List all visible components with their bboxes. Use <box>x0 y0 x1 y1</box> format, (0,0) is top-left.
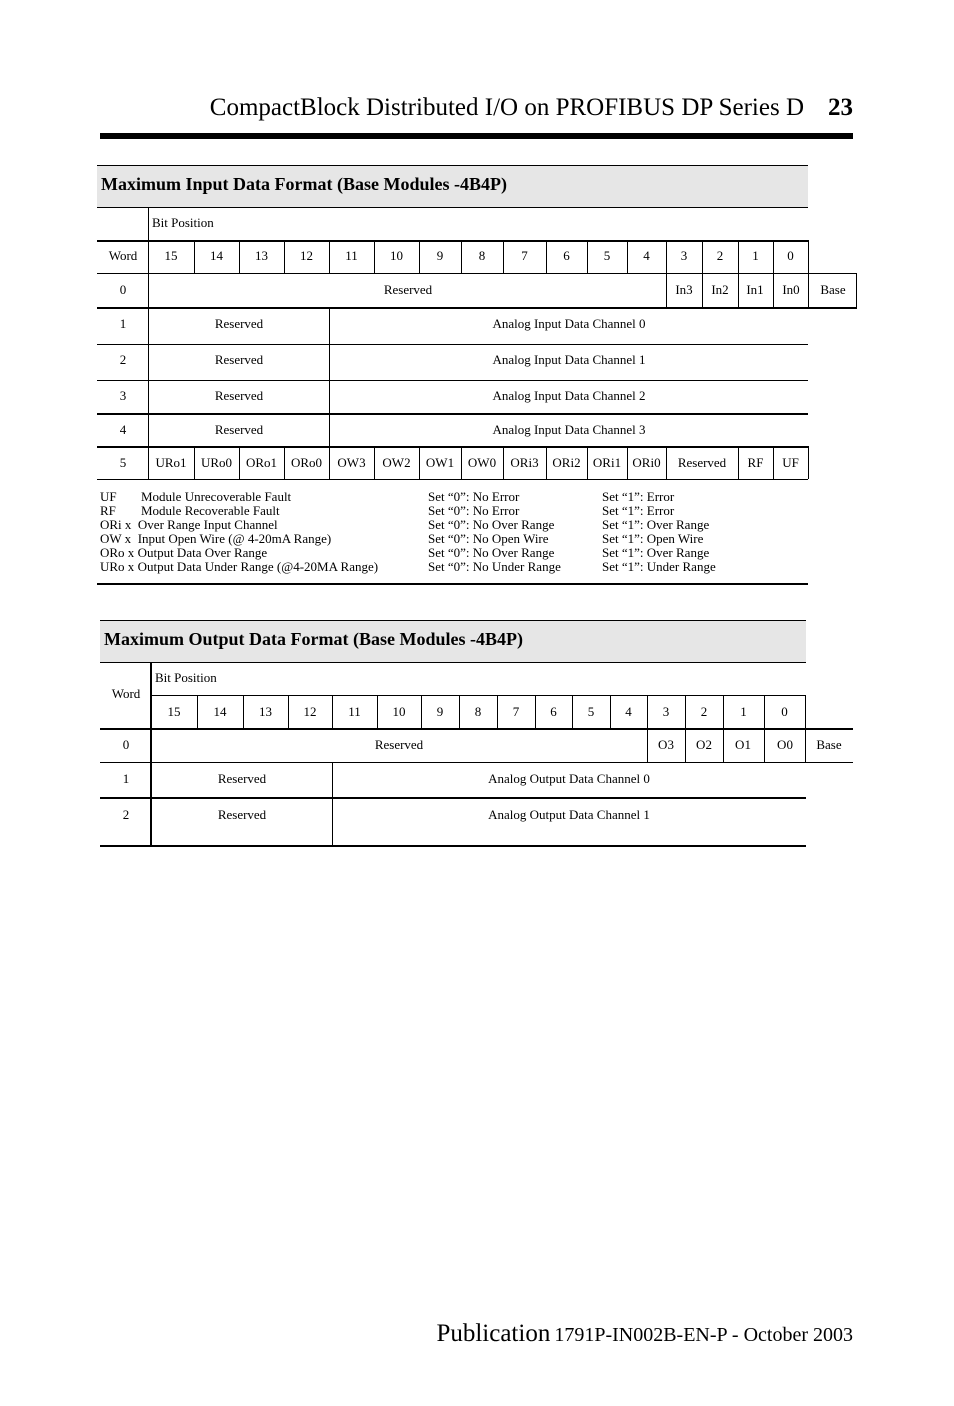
bit-header-cell: 10 <box>392 704 406 719</box>
legend-set0: Set “0”: No Under Range <box>428 559 561 574</box>
legend-desc: Output Data Under Range (@4-20MA Range) <box>137 559 379 574</box>
legend-desc: Over Range Input Channel <box>137 517 278 532</box>
status-bit-cell: RF <box>747 455 764 470</box>
bit-header-cell: 13 <box>255 248 268 263</box>
in2-cell: In2 <box>711 282 729 297</box>
bit-header-cell: 2 <box>716 248 724 263</box>
word-cell: 0 <box>119 282 127 297</box>
output-table-title-bar <box>100 620 806 663</box>
bit-position-label: Bit Position <box>152 215 214 230</box>
bit-header-cell: 7 <box>521 248 528 263</box>
bit-header-cell: 0 <box>787 248 794 263</box>
word-header: Word <box>111 686 141 701</box>
status-bit-cell: ORo0 <box>290 455 323 470</box>
reserved-cell: Reserved <box>214 352 264 367</box>
status-bit-cell: OW3 <box>337 455 366 470</box>
reserved-cell: Reserved <box>214 316 264 331</box>
channel-data-cell: Analog Input Data Channel 2 <box>492 388 646 403</box>
reserved-cell: Reserved <box>217 771 267 786</box>
legend-set0: Set “0”: No Over Range <box>428 545 555 560</box>
status-bit-cell: OW2 <box>382 455 411 470</box>
o2-cell: O2 <box>696 737 712 752</box>
bit-header-cell: 1 <box>752 248 759 263</box>
header-rule <box>100 133 853 139</box>
legend-desc: Module Unrecoverable Fault <box>141 489 292 504</box>
word-header: Word <box>108 248 138 263</box>
o3-cell: O3 <box>658 737 674 752</box>
legend-set1: Set “1”: Error <box>602 489 675 504</box>
in0-cell: In0 <box>782 282 800 297</box>
reserved-cell: Reserved <box>214 422 264 437</box>
output-table-title: Maximum Output Data Format (Base Modules -4B4P) <box>104 629 523 649</box>
status-bit-cell: Reserved <box>677 455 727 470</box>
status-bit-cell: ORi0 <box>632 455 661 470</box>
base-cell: Base <box>820 282 846 297</box>
status-bit-cell: OW1 <box>425 455 455 470</box>
status-bit-cell: ORi3 <box>510 455 539 470</box>
status-bit-cell: ORi1 <box>592 455 622 470</box>
legend-set0: Set “0”: No Open Wire <box>428 531 549 546</box>
bit-header-cell: 8 <box>478 248 486 263</box>
legend-set1: Set “1”: Open Wire <box>602 531 704 546</box>
status-bit-cell: URo0 <box>200 455 233 470</box>
legend-abbr: UF <box>100 489 117 504</box>
legend-set1: Set “1”: Error <box>602 503 675 518</box>
bit-header-cell: 4 <box>625 704 632 719</box>
bit-header-cell: 12 <box>303 704 317 719</box>
bit-header-cell: 5 <box>603 248 611 263</box>
legend-set1: Set “1”: Over Range <box>602 545 710 560</box>
bit-header-cell: 1 <box>740 704 747 719</box>
word-cell: 0 <box>122 737 130 752</box>
word-cell: 1 <box>122 771 130 786</box>
bit-header-cell: 14 <box>210 248 223 263</box>
legend-set0: Set “0”: No Error <box>428 489 520 504</box>
channel-data-cell: Analog Output Data Channel 0 <box>488 771 650 786</box>
input-table-title-bar <box>97 165 808 208</box>
word-cell: 2 <box>122 807 130 822</box>
word-cell: 2 <box>119 352 127 367</box>
channel-data-cell: Analog Input Data Channel 0 <box>492 316 646 331</box>
status-bit-cell: UF <box>782 455 799 470</box>
legend-abbr: OW x <box>100 531 132 546</box>
bit-header-cell: 15 <box>164 248 178 263</box>
bit-header-cell: 6 <box>550 704 557 719</box>
legend-set0: Set “0”: No Error <box>428 503 520 518</box>
reserved-cell: Reserved <box>383 282 433 297</box>
bit-header-cell: 11 <box>345 248 358 263</box>
input-table-title: Maximum Input Data Format (Base Modules -4B4P) <box>101 174 507 194</box>
status-bit-cell: ORi2 <box>552 455 581 470</box>
publication-label: Publication <box>436 1320 551 1347</box>
bit-header-cell: 9 <box>436 704 444 719</box>
reserved-cell: Reserved <box>214 388 264 403</box>
legend-abbr: ORi x <box>100 517 132 532</box>
channel-data-cell: Analog Input Data Channel 1 <box>492 352 646 367</box>
bit-header-cell: 4 <box>643 248 650 263</box>
bit-header-cell: 10 <box>390 248 403 263</box>
bit-header-cell: 7 <box>512 704 520 719</box>
bit-header-cell: 3 <box>662 704 670 719</box>
status-bit-cell: URo1 <box>155 455 187 470</box>
o1-cell: O1 <box>735 737 751 752</box>
in3-cell: In3 <box>675 282 693 297</box>
legend-set0: Set “0”: No Over Range <box>428 517 555 532</box>
bit-header-cell: 8 <box>474 704 482 719</box>
legend-abbr: URo x <box>100 559 135 574</box>
legend-abbr: RF <box>100 503 116 518</box>
word-cell: 3 <box>119 388 127 403</box>
legend-abbr: ORo x <box>100 545 135 560</box>
legend-desc: Input Open Wire (@ 4-20mA Range) <box>137 531 332 546</box>
word-cell: 4 <box>119 422 127 437</box>
legend-desc: Output Data Over Range <box>137 545 268 560</box>
channel-data-cell: Analog Output Data Channel 1 <box>488 807 650 822</box>
bit-header-cell: 12 <box>300 248 313 263</box>
running-header-title: CompactBlock Distributed I/O on PROFIBUS DP Series D <box>209 94 804 121</box>
reserved-cell: Reserved <box>217 807 267 822</box>
channel-data-cell: Analog Input Data Channel 3 <box>492 422 646 437</box>
bit-header-cell: 11 <box>348 704 361 719</box>
bit-header-cell: 9 <box>436 248 444 263</box>
publication-footer <box>436 1320 853 1348</box>
publication-id: 1791P-IN002B-EN-P - October 2003 <box>554 1324 853 1346</box>
reserved-cell: Reserved <box>374 737 424 752</box>
legend-set1: Set “1”: Over Range <box>602 517 710 532</box>
status-bit-cell: OW0 <box>467 455 497 470</box>
bit-header-cell: 15 <box>167 704 181 719</box>
bit-header-cell: 5 <box>587 704 595 719</box>
o0-cell: O0 <box>777 737 793 752</box>
bit-header-cell: 0 <box>781 704 788 719</box>
bit-header-cell: 2 <box>700 704 708 719</box>
word-cell: 5 <box>119 455 127 470</box>
legend-set1: Set “1”: Under Range <box>602 559 716 574</box>
word-cell: 1 <box>119 316 127 331</box>
base-cell: Base <box>816 737 842 752</box>
bit-header-cell: 3 <box>680 248 688 263</box>
bit-header-cell: 13 <box>259 704 272 719</box>
status-bit-cell: ORo1 <box>245 455 278 470</box>
in1-cell: In1 <box>746 282 764 297</box>
bit-position-label: Bit Position <box>155 670 217 685</box>
bit-header-cell: 14 <box>213 704 227 719</box>
bit-header-cell: 6 <box>563 248 570 263</box>
page-number: 23 <box>828 94 853 121</box>
legend-desc: Module Recoverable Fault <box>141 503 280 518</box>
